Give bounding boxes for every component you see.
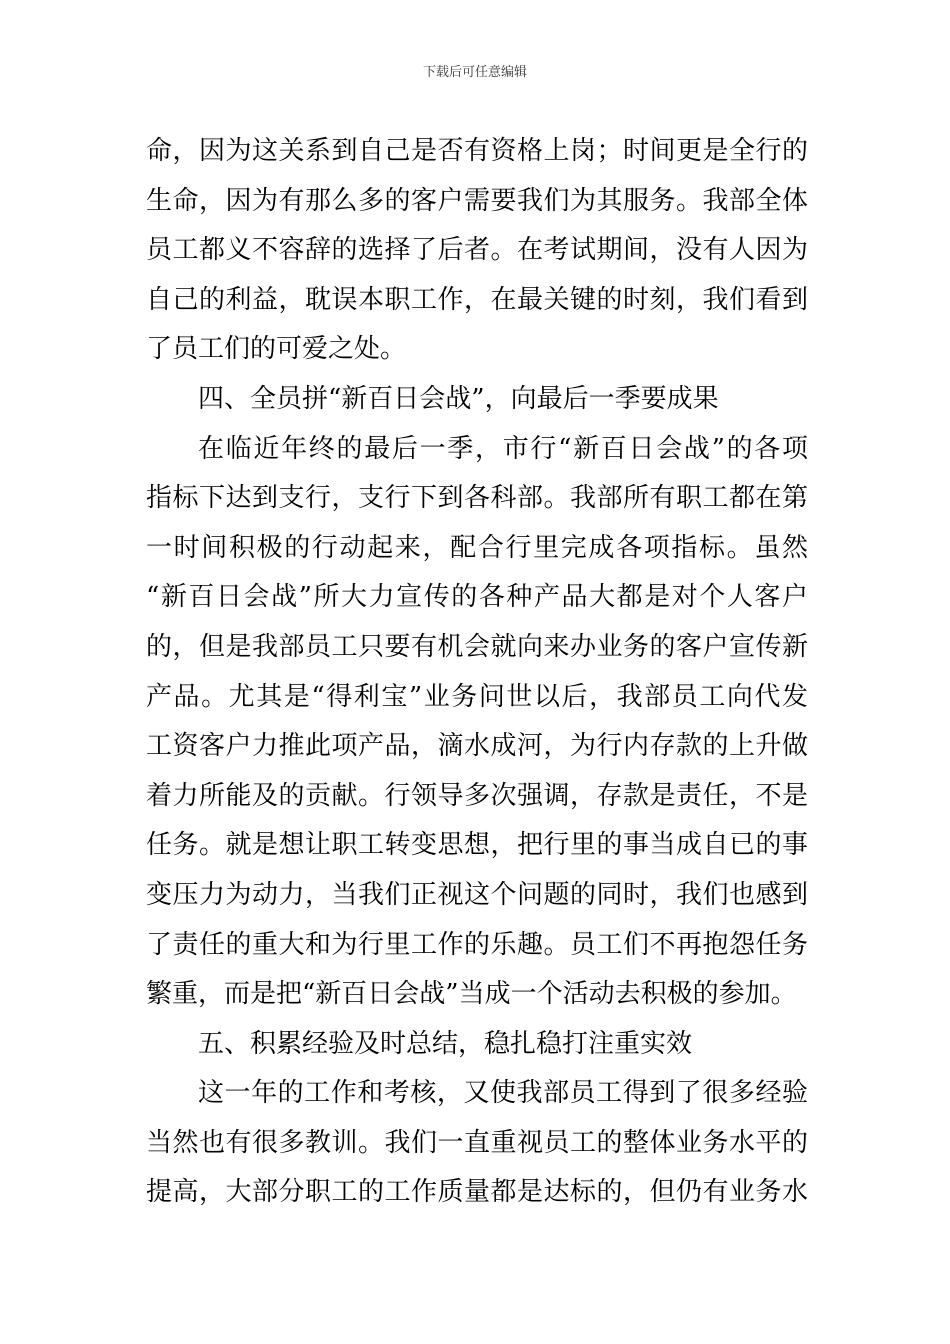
text-line: 提高，大部分职工的工作质量都是达标的，但仍有业务水 [146,1177,808,1208]
text-line: 一时间积极的行动起来，配合行里完成各项指标。虽然 [146,532,808,563]
text-line: 自己的利益，耽误本职工作，在最关键的时刻，我们看到 [146,284,808,315]
text-line: 繁重，而是把“新百日会战”当成一个活动去积极的参加。 [146,979,797,1010]
text-line: 生命，因为有那么多的客户需要我们为其服务。我部全体 [146,185,808,216]
page-header: 下载后可任意编辑 [422,65,527,80]
document-body [146,127,808,1218]
text-line: 工资客户力推此项产品，滴水成河，为行内存款的上升做 [146,731,808,762]
text-line: 当然也有很多教训。我们一直重视员工的整体业务水平的 [146,1127,808,1158]
text-line: 这一年的工作和考核，又使我部员工得到了很多经验 [198,1078,808,1109]
text-line: 指标下达到支行，支行下到各科部。我部所有职工都在第 [146,483,808,514]
text-line: 在临近年终的最后一季，市行“新百日会战”的各项 [198,433,808,464]
text-line: “新百日会战”所大力宣传的各种产品大都是对个人客户 [146,582,808,613]
text-line: 产品。尤其是“得利宝”业务问世以后，我部员工向代发 [146,681,808,712]
text-line: 了责任的重大和为行里工作的乐趣。员工们不再抱怨任务 [146,929,808,960]
text-line: 的，但是我部员工只要有机会就向来办业务的客户宣传新 [146,631,808,662]
text-line: 变压力为动力，当我们正视这个问题的同时，我们也感到 [146,879,808,910]
section-heading: 四、全员拼“新百日会战”，向最后一季要成果 [198,383,719,414]
text-line: 员工都义不容辞的选择了后者。在考试期间，没有人因为 [146,235,808,266]
text-line: 着力所能及的贡献。行领导多次强调，存款是责任，不是 [146,780,808,811]
text-line: 任务。就是想让职工转变思想，把行里的事当成自已的事 [146,830,808,861]
text-line: 命，因为这关系到自己是否有资格上岗；时间更是全行的 [146,136,808,166]
text-line: 了员工们的可爱之处。 [146,334,407,365]
section-heading: 五、积累经验及时总结，稳扎稳打注重实效 [198,1028,693,1059]
